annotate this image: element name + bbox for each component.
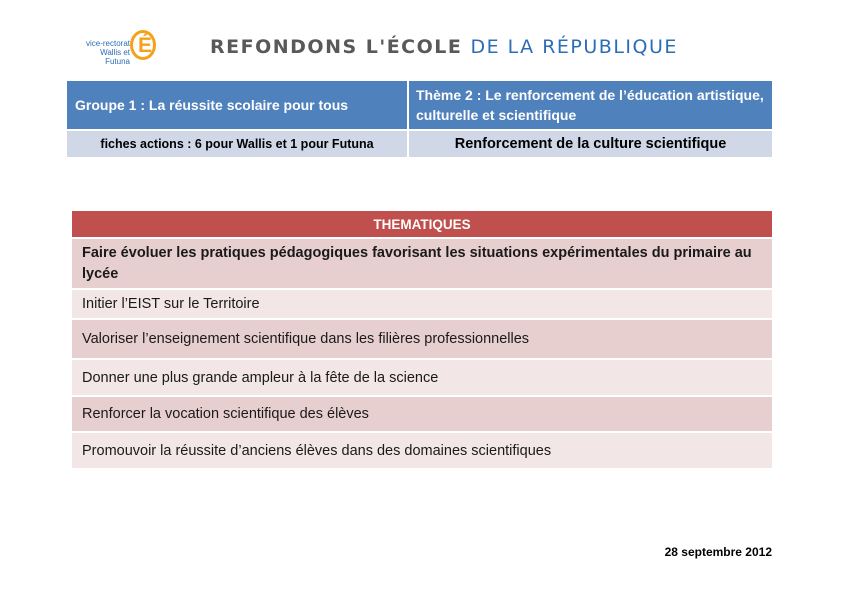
table-row: Promouvoir la réussite d’anciens élèves dans des domaines scientifiques xyxy=(72,431,772,468)
table-row: Initier l’EIST sur le Territoire xyxy=(72,288,772,318)
fiches-row xyxy=(67,131,772,157)
group-cell: Groupe 1 : La réussite scolaire pour tous xyxy=(67,81,407,129)
logo-line2: Wallis et Futuna xyxy=(100,48,130,66)
group-theme-row xyxy=(67,81,772,129)
banner-part1: REFONDONS L'ÉCOLE xyxy=(210,36,463,58)
group-theme-table xyxy=(67,81,772,157)
fiches-cell: fiches actions : 6 pour Wallis et 1 pour Futuna xyxy=(67,131,407,157)
page-banner xyxy=(210,36,678,58)
logo-e-icon xyxy=(130,30,156,60)
table-row: Renforcer la vocation scientifique des élèves xyxy=(72,395,772,431)
vice-rectorat-logo xyxy=(74,26,156,70)
table-row: Valoriser l’enseignement scientifique dans les filières professionnelles xyxy=(72,318,772,358)
logo-text xyxy=(78,39,130,66)
theme-cell: Thème 2 : Le renforcement de l’éducation artistique, culturelle et scientifique xyxy=(409,81,772,129)
thematiques-table xyxy=(72,211,772,468)
document-date: 28 septembre 2012 xyxy=(664,545,772,559)
banner-part2: DE LA RÉPUBLIQUE xyxy=(470,36,678,58)
table-row: Faire évoluer les pratiques pédagogiques favorisant les situations expérimentales du primaire au lycée xyxy=(72,237,772,288)
thematiques-header: THEMATIQUES xyxy=(72,211,772,237)
subtitle-cell: Renforcement de la culture scientifique xyxy=(409,131,772,157)
logo-line1: vice-rectorat xyxy=(85,39,130,48)
logo-mark: É xyxy=(138,34,153,57)
table-row: Donner une plus grande ampleur à la fête de la science xyxy=(72,358,772,395)
